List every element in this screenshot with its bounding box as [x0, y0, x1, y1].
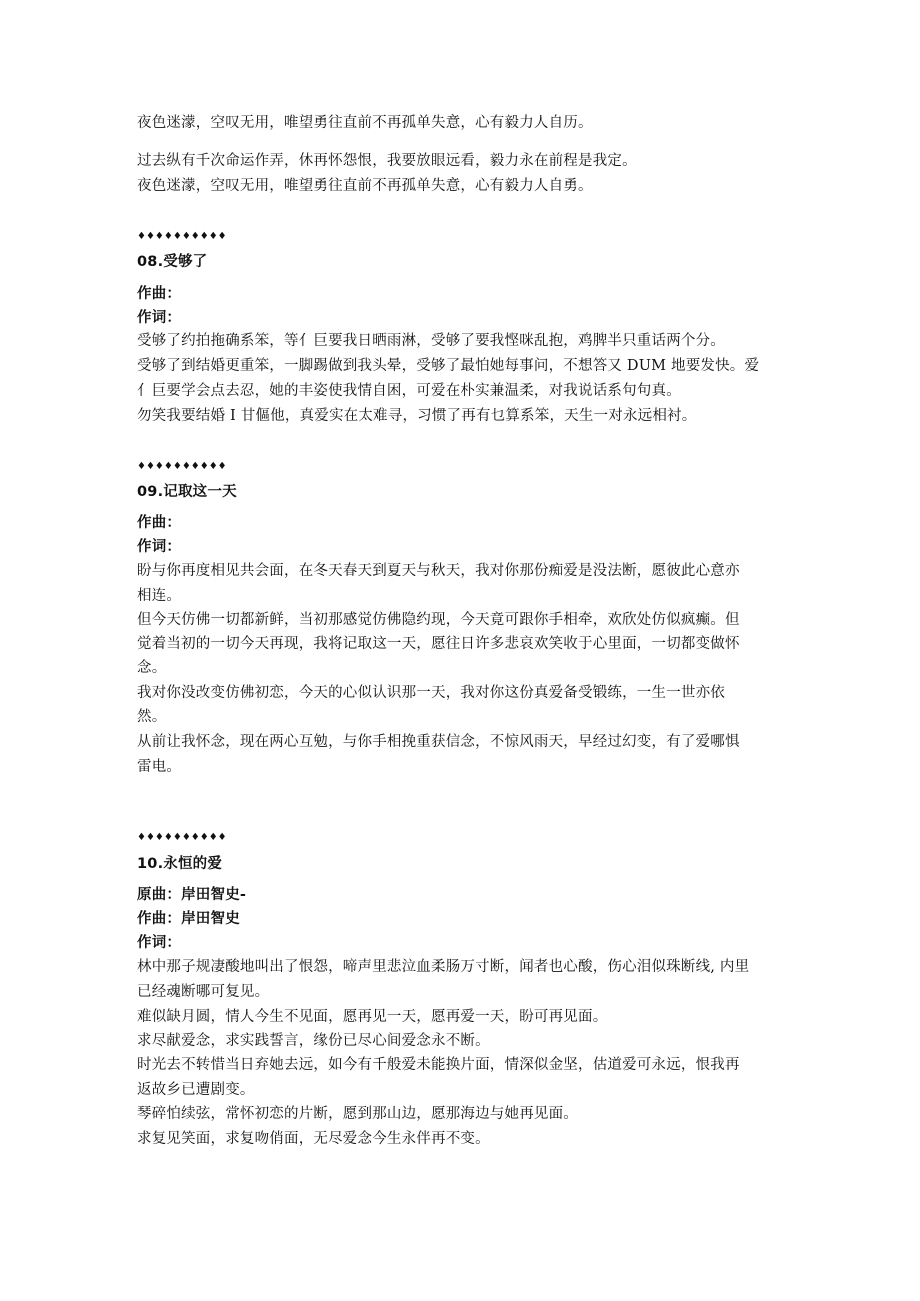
lyric-line: 受够了到结婚更重笨，一脚踢做到我头晕，受够了最怕她每事问，不想答又 DUM 地要发快。爱	[137, 358, 760, 374]
section-divider: ♦♦♦♦♦♦♦♦♦♦	[137, 461, 227, 472]
lyricist-label: 作词：	[137, 539, 182, 555]
lyric-line: 然。	[137, 709, 167, 725]
lyric-line: 难似缺月圆，情人今生不见面，愿再见一天，愿再爱一天，盼可再见面。	[137, 1009, 608, 1025]
lyric-line: 觉着当初的一切今天再现，我将记取这一天，愿往日许多悲哀欢笑收于心里面，一切都变做怀	[137, 636, 740, 652]
composer-label: 作曲：	[137, 286, 182, 302]
lyricist-label: 作词：	[137, 310, 182, 326]
lyric-line: 盼与你再度相见共会面，在冬天春天到夏天与秋天，我对你那份痴爱是没法断，愿彼此心意亦	[137, 563, 740, 579]
lyric-line: 念。	[137, 660, 167, 676]
intro-line-3: 夜色迷濛，空叹无用，唯望勇往直前不再孤单失意，心有毅力人自勇。	[137, 178, 593, 194]
lyric-line: 求尽献爱念，求实践誓言，缘份已尽心间爱念永不断。	[137, 1033, 490, 1049]
song-title: 08.受够了	[137, 254, 208, 270]
lyric-line: 从前让我怀念，现在两心互勉，与你手相挽重获信念，不惊风雨天，早经过幻变，有了爱哪惧	[137, 734, 740, 750]
section-divider: ♦♦♦♦♦♦♦♦♦♦	[137, 231, 227, 242]
lyric-line: 勿笑我要结婚 I 甘傴他，真爱实在太难寻，习惯了再有乜算系笨，天生一对永远相衬。	[137, 408, 697, 424]
intro-line-2: 过去纵有千次命运作弄，休再怀怨恨，我要放眼远看，毅力永在前程是我定。	[137, 153, 637, 169]
section-divider: ♦♦♦♦♦♦♦♦♦♦	[137, 832, 227, 843]
lyric-line: 求复见笑面，求复吻俏面，无尽爱念今生永伴再不变。	[137, 1131, 490, 1147]
lyric-line: 但今天仿佛一切都新鲜，当初那感觉仿佛隐约现，今天竟可跟你手相牵，欢欣处仿似疯癫。但	[137, 612, 740, 628]
composer-label: 作曲：岸田智史	[137, 911, 240, 927]
song-title: 09.记取这一天	[137, 484, 237, 500]
composer-label: 作曲：	[137, 515, 182, 531]
lyric-line: 琴碎怕续弦，常怀初恋的片断，愿到那山边，愿那海边与她再见面。	[137, 1106, 578, 1122]
lyric-line: 雷电。	[137, 759, 182, 775]
lyricist-label: 作词：	[137, 935, 182, 951]
intro-line-1: 夜色迷濛，空叹无用，唯望勇往直前不再孤单失意，心有毅力人自历。	[137, 115, 593, 131]
lyric-line: 受够了约拍拖确系笨，等亻巨要我日晒雨淋，受够了要我悭咪乱抱，鸡脾半只重话两个分。	[137, 333, 725, 349]
lyric-line: 相连。	[137, 588, 182, 604]
lyric-line: 林中那子规凄酸地叫出了恨怨，啼声里悲泣血柔肠万寸断，闻者也心酸，伤心泪似珠断线, 内里	[137, 959, 750, 975]
lyric-line: 已经魂断哪可复见。	[137, 984, 270, 1000]
lyric-line: 我对你没改变仿佛初恋，今天的心似认识那一天，我对你这份真爱备受锻练，一生一世亦依	[137, 685, 725, 701]
song-title: 10.永恒的爱	[137, 856, 223, 872]
lyric-line: 返故乡已遭剧变。	[137, 1082, 255, 1098]
lyric-line: 时光去不转惜当日弃她去远，如今有千般爱未能换片面，情深似金坚，估道爱可永远，恨我再	[137, 1057, 740, 1073]
lyric-line: 亻巨要学会点去忍，她的丰姿使我情自困，可爱在朴实兼温柔，对我说话系句句真。	[137, 383, 681, 399]
original-label: 原曲：岸田智史-	[137, 887, 247, 903]
